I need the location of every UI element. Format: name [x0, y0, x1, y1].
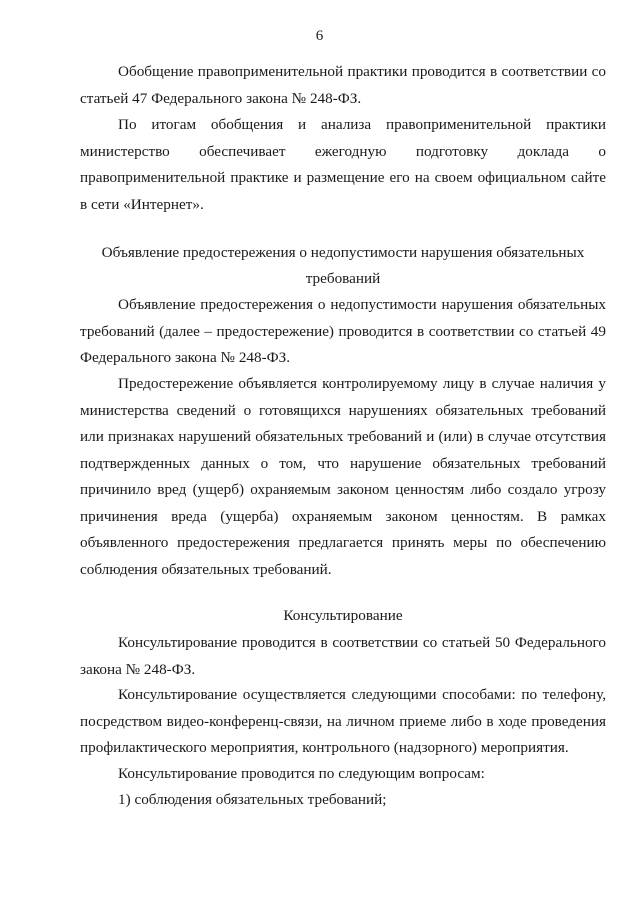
paragraph-consulting-questions: Консультирование проводится по следующим вопросам: — [118, 765, 485, 782]
paragraph-consulting-basis: Консультирование проводится в соответствии со статьей 50 Федерального закона № 248-ФЗ. — [80, 634, 606, 678]
list-item-1: 1) соблюдения обязательных требований; — [118, 791, 387, 808]
paragraph-consulting-methods: Консультирование осуществляется следующими способами: по телефону, посредством видео-конференц-связи, на личном приеме либо в ходе проведения профилактического мероприятия, контрольного (надзорного) мероприятия. — [80, 686, 606, 756]
paragraph-warning-basis: Объявление предостережения о недопустимости нарушения обязательных требований (далее – предостережение) проводится в соответствии со статьей 49 Федерального закона № 248-ФЗ. — [80, 296, 606, 366]
section-heading-warning: Объявление предостережения о недопустимости нарушения обязательных требований — [101, 244, 585, 287]
section-heading-consulting: Консультирование — [283, 607, 403, 624]
paragraph-warning-conditions: Предостережение объявляется контролируемому лицу в случае наличия у министерства сведений о готовящихся нарушениях обязательных требований или признаках нарушений обязательных требований и (или) в случае отсутствия подтвержденных данных о том, что нарушение обязательных требований причинило вред (ущерб) охраняемым законом ценностям либо создало угрозу причинения вреда (ущерба) охраняемым законом ценностям. В рамках объявленного предостережения предлагается принять меры по обеспечению соблюдения обязательных требований. — [80, 375, 606, 578]
paragraph-annual-report: По итогам обобщения и анализа правоприменительной практики министерство обеспечивает ежегодную подготовку доклада о правоприменительной практике и размещение его на своем официальном сайте в сети «Интернет». — [80, 116, 606, 213]
page-number: 6 — [315, 28, 324, 44]
paragraph-generalization: Обобщение правоприменительной практики проводится в соответствии со статьей 47 Федерального закона № 248-ФЗ. — [80, 63, 606, 107]
